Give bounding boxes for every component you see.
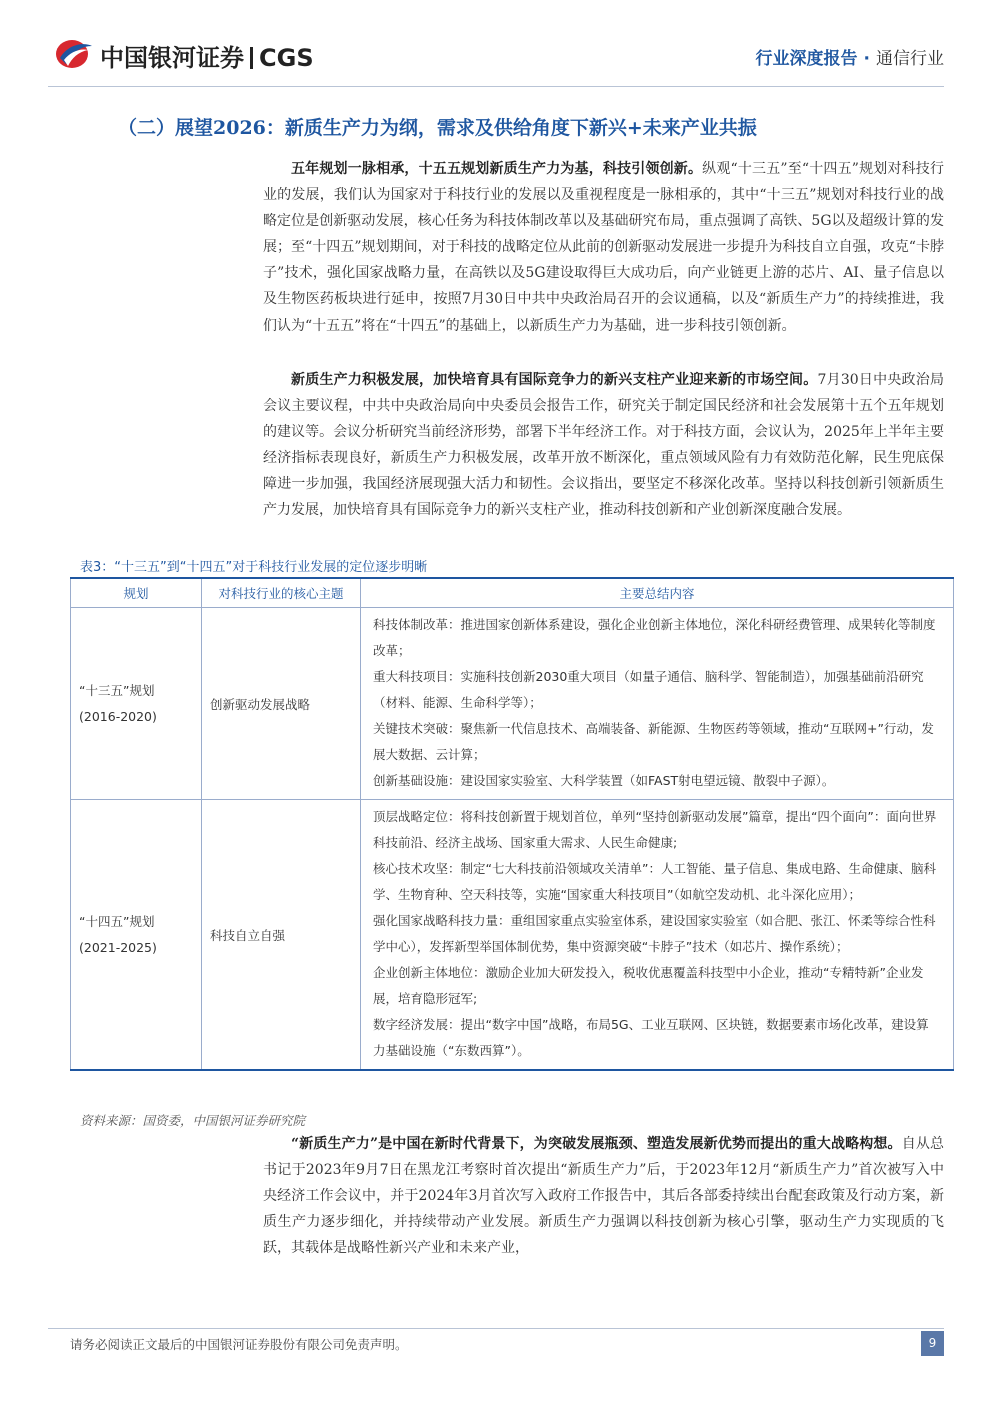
content-line: 重大科技项目：实施科技创新2030重大项目（如量子通信、脑科学、智能制造），加强基础前沿研究（材料、能源、生命科学等）；	[373, 669, 924, 710]
content-cell	[361, 608, 954, 800]
content-line: 顶层战略定位：将科技创新置于规划首位，单列“坚持创新驱动发展”篇章，提出“四个面向”：面向世界科技前沿、经济主战场、国家重大需求、人民生命健康;	[373, 809, 937, 850]
theme-cell: 科技自立自强	[202, 800, 361, 1071]
table-source: 资料来源：国资委，中国银河证券研究院	[80, 1113, 306, 1128]
paragraph-2: 新质生产力积极发展，加快培育具有国际竞争力的新兴支柱产业迎来新的市场空间。7月30日中央政治局会议主要议程，中共中央政治局向中央委员会报告工作，研究关于制定国民经济和社会发展第十五个五年规划的建议等。会议分析研究当前经济形势，部署下半年经济工作。对于科技方面，会议认为，2025年上半年主要经济指标表现良好，新质生产力积极发展，改革开放不断深化，重点领域风险有力有效防范化解，民生兜底保障进一步加强，我国经济展现强大活力和韧性。会议指出，要坚定不移深化改革。坚持以科技创新引领新质生产力发展，加快培育具有国际竞争力的新兴支柱产业，推动科技创新和产业创新深度融合发展。	[263, 372, 944, 519]
content-line: 强化国家战略科技力量：重组国家重点实验室体系，建设国家实验室（如合肥、张江、怀柔等综合性科学中心），发挥新型举国体制优势，集中资源突破“卡脖子”技术（如芯片、操作系统）；	[373, 913, 936, 954]
content-line: 创新基础设施：建设国家实验室、大科学装置（如FAST射电望远镜、散裂中子源）。	[373, 773, 835, 788]
content-cell	[361, 800, 954, 1071]
paragraph-1: 五年规划一脉相承，十五五规划新质生产力为基，科技引领创新。纵观“十三五”至“十四五”规划对科技行业的发展，我们认为国家对于科技行业的发展以及重视程度是一脉相承的，其中“十三五”规划对科技行业的战略定位是创新驱动发展，核心任务为科技体制改革以及基础研究布局，重点强调了高铁、5G以及超级计算的发展；至“十四五”规划期间，对于科技的战略定位从此前的创新驱动发展进一步提升为科技自立自强，攻克“卡脖子”技术，强化国家战略力量，在高铁以及5G建设取得巨大成功后，向产业链更上游的芯片、AI、量子信息以及生物医药板块进行延申，按照7月30日中共中央政治局召开的会议通稿，以及“新质生产力”的持续推进，我们认为“十五五”将在“十四五”的基础上，以新质生产力为基础，进一步科技引领创新。	[263, 161, 944, 334]
content-line: 科技体制改革：推进国家创新体系建设，强化企业创新主体地位，深化科研经费管理、成果转化等制度改革；	[373, 617, 936, 658]
industry-name: 通信行业	[876, 49, 944, 69]
header-theme: 对科技行业的核心主题	[202, 578, 361, 608]
content-line: 数字经济发展：提出“数字中国”战略，布局5G、工业互联网、区块链，数据要素市场化改革，建设算力基础设施（“东数西算”）。	[373, 1017, 929, 1058]
plan-cell: “十三五”规划 (2016-2020)	[71, 608, 202, 800]
table-row	[71, 608, 954, 800]
content-line: 企业创新主体地位：激励企业加大研发投入，税收优惠覆盖科技型中小企业，推动“专精特新”企业发展，培育隐形冠军;	[373, 965, 924, 1006]
header-divider	[48, 86, 944, 87]
report-category: 行业深度报告 · 通信行业	[755, 49, 944, 69]
plan-cell: “十四五”规划 (2021-2025)	[71, 800, 202, 1071]
disclaimer-text: 请务必阅读正文最后的中国银河证券股份有限公司免责声明。	[70, 1337, 408, 1352]
brand-name: 中国银河证券 CGS	[100, 44, 314, 72]
header-content: 主要总结内容	[361, 578, 954, 608]
content-line: 核心技术攻坚：制定“七大科技前沿领域攻关清单”：人工智能、量子信息、集成电路、生命健康、脑科学、生物育种、空天科技等，实施“国家重大科技项目”（如航空发动机、北斗深化应用）；	[373, 861, 936, 902]
content-line: 关键技术突破：聚焦新一代信息技术、高端装备、新能源、生物医药等领域，推动“互联网+”行动，发展大数据、云计算；	[373, 721, 934, 762]
table-caption: 表3：“十三五”到“十四五”对于科技行业发展的定位逐步明晰	[80, 560, 428, 575]
table-row	[71, 800, 954, 1071]
footer-divider	[48, 1328, 944, 1329]
cgs-logo-icon	[54, 38, 94, 70]
report-type: 行业深度报告	[755, 49, 858, 69]
section-title: （二）展望2026：新质生产力为纲，需求及供给角度下新兴+未来产业共振	[118, 117, 757, 139]
page-header	[0, 0, 992, 90]
paragraph-3: “新质生产力”是中国在新时代背景下，为突破发展瓶颈、塑造发展新优势而提出的重大战略构想。自从总书记于2023年9月7日在黑龙江考察时首次提出“新质生产力”后，于2023年12月“新质生产力”首次被写入中央经济工作会议中，并于2024年3月首次写入政府工作报告中，其后各部委持续出台配套政策及行动方案，新质生产力逐步细化，并持续带动产业发展。新质生产力强调以科技创新为核心引擎，驱动生产力实现质的飞跃，其载体是战略性新兴产业和未来产业，	[263, 1136, 945, 1257]
table-header-row	[71, 578, 954, 608]
page-number: 9	[921, 1331, 944, 1356]
header-plan: 规划	[71, 578, 202, 608]
theme-cell: 创新驱动发展战略	[202, 608, 361, 800]
plan-table	[70, 577, 954, 1071]
